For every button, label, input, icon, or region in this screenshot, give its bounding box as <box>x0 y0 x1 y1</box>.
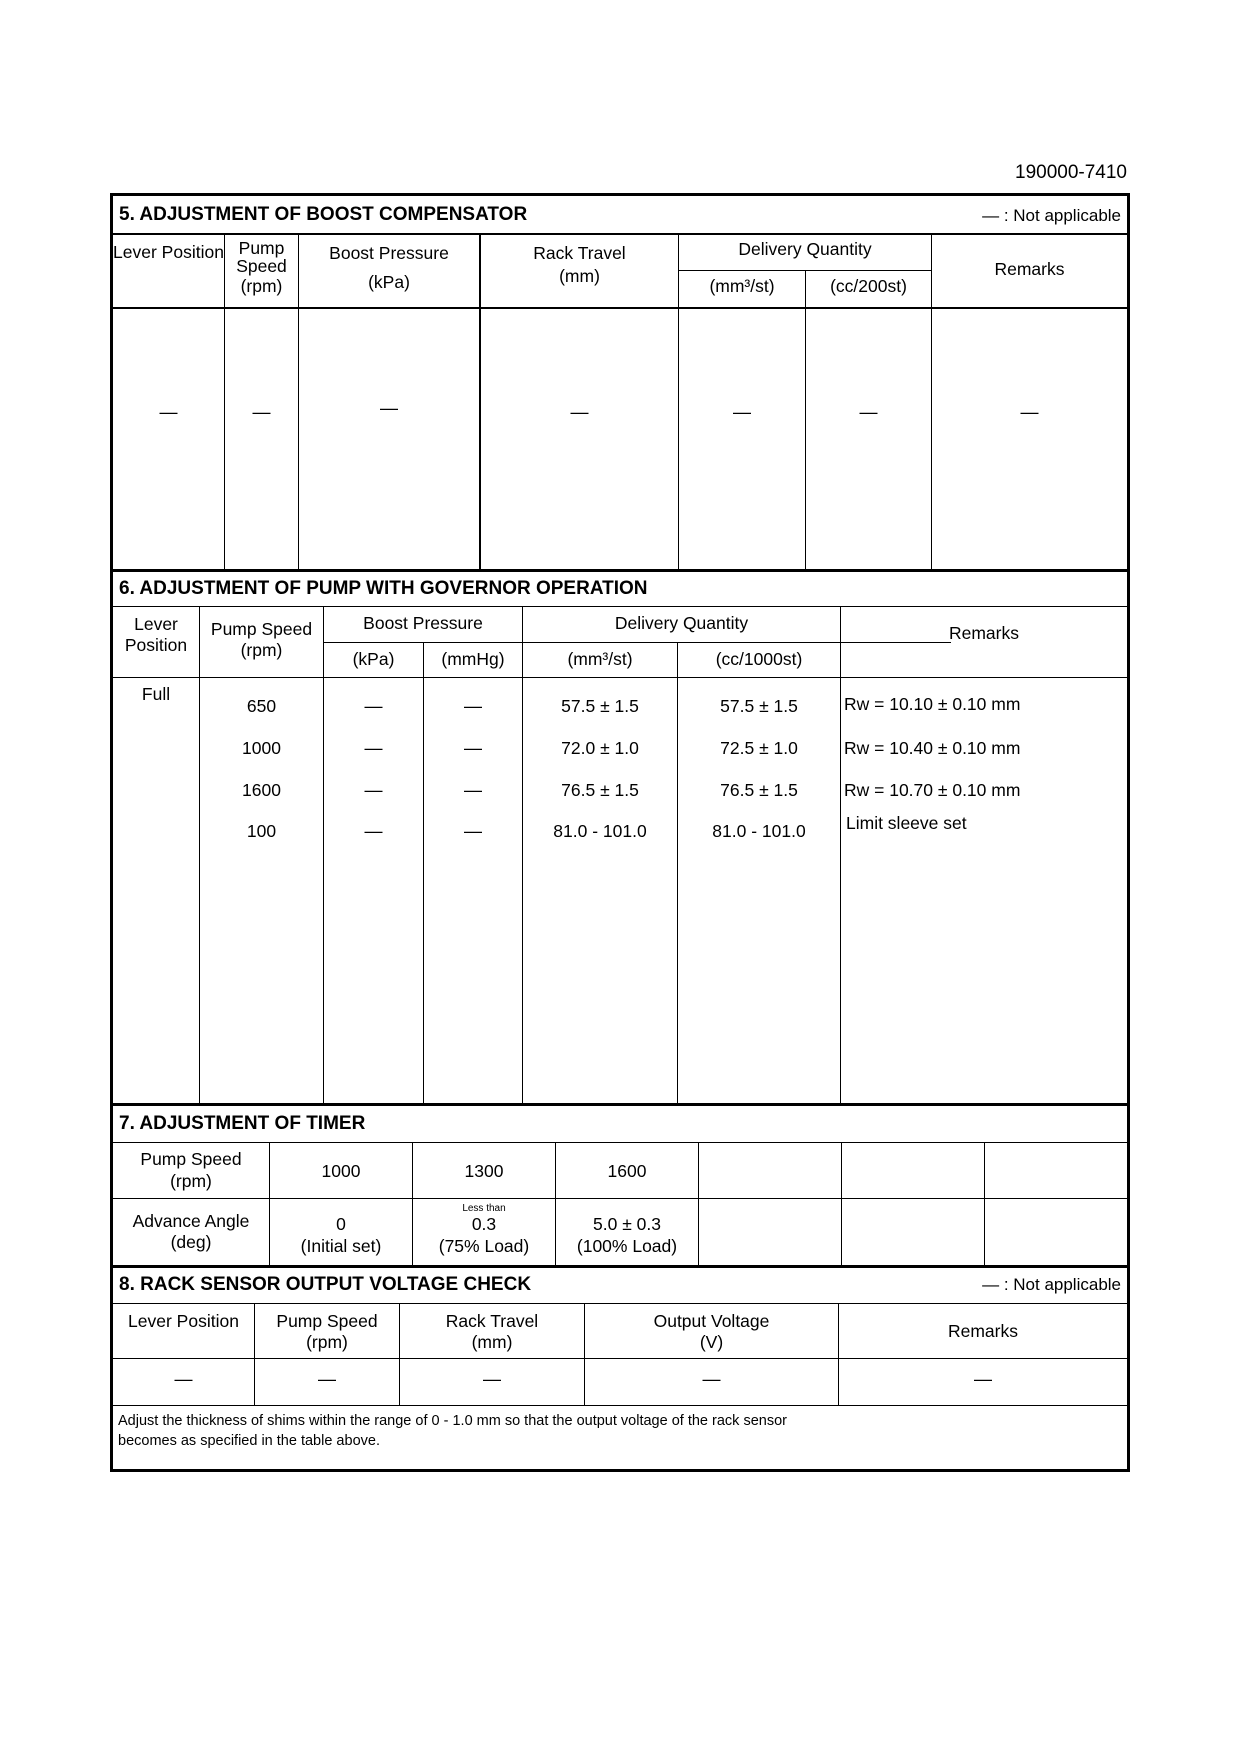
s6-speed-1: 650 <box>246 696 277 716</box>
section-5-na-legend: — : Not applicable <box>982 206 1121 225</box>
s8-rack-value: — <box>483 1369 501 1389</box>
s5-lever-value: — <box>159 402 178 422</box>
document-number: 190000-7410 <box>1015 162 1127 183</box>
s6-kpa-unit: (kPa) <box>352 649 395 669</box>
s5-lever-position-header: Lever Position <box>113 242 224 262</box>
divider <box>113 677 1127 678</box>
divider <box>113 1198 1127 1199</box>
s8-remarks-header: Remarks <box>947 1321 1018 1341</box>
divider <box>113 569 1127 572</box>
s5-delivery-quantity-header: Delivery Quantity <box>738 239 872 259</box>
s6-mmhg-2: — <box>464 738 482 758</box>
divider <box>113 233 1127 235</box>
s7-speed-3: 1600 <box>607 1161 647 1181</box>
s5-rack-travel-header: Rack Travel <box>533 243 626 263</box>
divider <box>113 1405 1127 1406</box>
s6-remarks-header: Remarks <box>948 623 1019 643</box>
s6-speed-3: 1600 <box>242 780 281 800</box>
s8-mm-unit: (mm) <box>471 1332 513 1352</box>
s6-kpa-1: — <box>364 696 383 716</box>
s5-mm-unit: (mm) <box>559 266 600 286</box>
s6-mmhg-3: — <box>464 780 482 800</box>
s6-cc-2: 72.5 ± 1.0 <box>720 738 798 758</box>
s6-mm3-4: 81.0 - 101.0 <box>553 821 647 841</box>
s6-speed-2: 1000 <box>242 738 281 758</box>
s6-mmhg-4: — <box>464 821 482 841</box>
divider <box>841 1142 842 1265</box>
s6-cc-1: 57.5 ± 1.5 <box>720 696 798 716</box>
s5-mm3-value: — <box>733 402 751 422</box>
divider <box>113 1265 1127 1268</box>
s6-delivery-quantity-header: Delivery Quantity <box>614 613 749 633</box>
s5-boost-pressure-header: Boost Pressure <box>329 243 449 263</box>
s8-lever-position-header: Lever Position <box>128 1311 239 1331</box>
s6-mm3-st-unit: (mm³/st) <box>567 649 633 669</box>
s7-advance-angle-header: Advance Angle <box>132 1211 250 1231</box>
s5-remarks-value: — <box>1020 402 1039 422</box>
section-8-na-legend: — : Not applicable <box>982 1275 1121 1294</box>
s5-rpm-unit: (rpm) <box>240 276 283 296</box>
s7-speed-1: 1000 <box>321 1161 361 1181</box>
s7-angle-2-note: (75% Load) <box>438 1236 530 1256</box>
divider <box>113 606 1127 607</box>
s7-angle-2: 0.3 <box>471 1214 497 1234</box>
divider <box>840 606 841 1103</box>
s5-speed-value: — <box>252 402 271 422</box>
s6-lever-value: Full <box>141 684 171 704</box>
s6-speed-4: 100 <box>246 821 277 841</box>
s6-mmhg-1: — <box>464 696 482 716</box>
s8-v-unit: (V) <box>699 1332 724 1352</box>
s7-pump-speed-header: Pump Speed <box>140 1149 242 1169</box>
s6-mm3-1: 57.5 ± 1.5 <box>561 696 639 716</box>
s6-pump-speed-header: Pump Speed <box>210 619 313 639</box>
s6-rpm-unit: (rpm) <box>240 640 283 660</box>
divider <box>113 1358 1127 1359</box>
s5-cc-200st-unit: (cc/200st) <box>830 276 907 296</box>
divider <box>522 606 523 1103</box>
s5-cc-value: — <box>859 402 878 422</box>
s7-rpm-unit: (rpm) <box>170 1171 212 1191</box>
s8-speed-value: — <box>318 1369 336 1389</box>
s8-pump-speed-header: Pump Speed <box>276 1311 378 1331</box>
s6-mm3-2: 72.0 ± 1.0 <box>561 738 639 758</box>
s5-mm3-st-unit: (mm³/st) <box>709 276 775 296</box>
s6-lever-position-header: Lever Position <box>124 614 188 655</box>
s6-kpa-3: — <box>364 780 383 800</box>
divider <box>323 606 324 1103</box>
s8-voltage-value: — <box>702 1369 721 1389</box>
s5-rack-value: — <box>570 402 589 422</box>
s7-angle-1-note: (Initial set) <box>300 1236 382 1256</box>
divider <box>199 606 200 1103</box>
s8-note-line-1: Adjust the thickness of shims within the range of 0 - 1.0 mm so that the output voltage of the rack sensor <box>118 1413 787 1429</box>
section-7-title: 7. ADJUSTMENT OF TIMER <box>119 1113 366 1134</box>
s6-cc-1000st-unit: (cc/1000st) <box>715 649 803 669</box>
s6-remark-1: Rw = 10.10 ± 0.10 mm <box>844 694 1021 714</box>
adjustment-sheet <box>110 193 1130 1472</box>
s6-cc-3: 76.5 ± 1.5 <box>720 780 798 800</box>
s8-note-line-2: becomes as specified in the table above. <box>118 1433 380 1449</box>
s7-angle-2-qualifier: Less than <box>462 1203 506 1214</box>
s6-mm3-3: 76.5 ± 1.5 <box>561 780 639 800</box>
s6-remark-4: Limit sleeve set <box>846 813 967 833</box>
s5-remarks-header: Remarks <box>994 259 1065 279</box>
section-8-title: 8. RACK SENSOR OUTPUT VOLTAGE CHECK <box>119 1274 532 1295</box>
section-5-title: 5. ADJUSTMENT OF BOOST COMPENSATOR <box>119 204 528 225</box>
s5-pump-speed-header: Pump Speed <box>236 238 287 276</box>
s7-speed-2: 1300 <box>464 1161 504 1181</box>
divider <box>113 307 1127 309</box>
s6-kpa-2: — <box>364 738 383 758</box>
s7-deg-unit: (deg) <box>170 1232 212 1252</box>
section-6-title: 6. ADJUSTMENT OF PUMP WITH GOVERNOR OPERATION <box>119 578 648 599</box>
s8-remarks-value: — <box>974 1369 992 1389</box>
s6-cc-4: 81.0 - 101.0 <box>712 821 806 841</box>
s7-angle-3-note: (100% Load) <box>576 1236 678 1256</box>
s6-boost-pressure-header: Boost Pressure <box>363 613 483 633</box>
s6-remark-3: Rw = 10.70 ± 0.10 mm <box>844 780 1021 800</box>
s6-kpa-4: — <box>364 821 383 841</box>
divider <box>113 1142 1127 1143</box>
s8-lever-value: — <box>174 1369 193 1389</box>
divider <box>931 233 932 569</box>
s8-rack-travel-header: Rack Travel <box>445 1311 539 1331</box>
s8-rpm-unit: (rpm) <box>306 1332 348 1352</box>
divider <box>113 1103 1127 1106</box>
s6-mmhg-unit: (mmHg) <box>441 649 505 669</box>
s7-angle-1: 0 <box>336 1214 346 1234</box>
s5-kpa-unit: (kPa) <box>368 272 410 292</box>
divider <box>984 1142 985 1265</box>
s7-angle-3: 5.0 ± 0.3 <box>593 1214 661 1234</box>
divider <box>113 1303 1127 1304</box>
s6-remark-2: Rw = 10.40 ± 0.10 mm <box>844 738 1021 758</box>
divider <box>698 1142 699 1265</box>
s5-boost-value: — <box>380 398 398 418</box>
s8-output-voltage-header: Output Voltage <box>653 1311 770 1331</box>
